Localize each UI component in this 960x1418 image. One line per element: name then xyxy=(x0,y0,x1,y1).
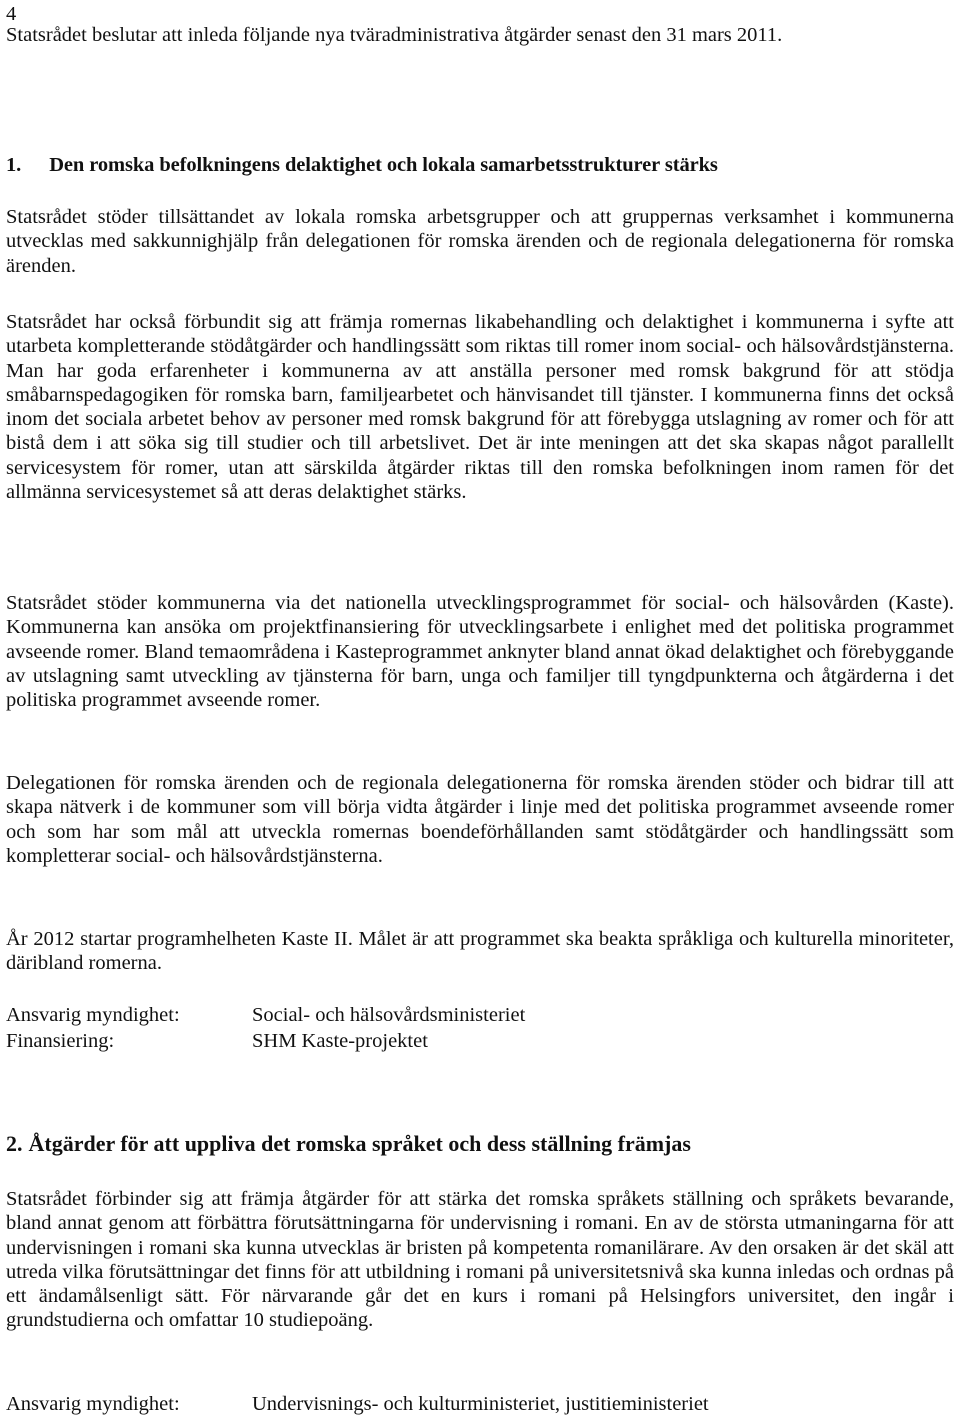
funding-label: Finansiering: xyxy=(6,1030,115,1052)
intro-paragraph: Statsrådet beslutar att inleda följande nya tväradministrativa åtgärder senast den 31 mars 2011. xyxy=(6,24,783,46)
section-1-paragraph-2-block xyxy=(6,310,954,504)
section-1-paragraph: År 2012 startar programhelheten Kaste II. Målet är att programmet ska beakta språkliga och kulturella minoriteter, däribland romerna. xyxy=(6,928,954,975)
section-2-meta xyxy=(6,1391,954,1417)
section-1-paragraph-4-block xyxy=(6,771,954,868)
responsible-authority-value: Social- och hälsovårdsministeriet xyxy=(252,1004,526,1026)
section-1-paragraph-3-block xyxy=(6,591,954,712)
responsible-authority-row xyxy=(6,1002,954,1028)
responsible-authority-label: Ansvarig myndighet: xyxy=(6,1393,180,1415)
section-1-paragraph: Statsrådet stöder kommunerna via det nationella utvecklingsprogrammet för social- och hälsovården (Kaste). Kommunerna kan ansöka om projektfinansiering för utvecklingsarbete i enlighet med det politiska programmet avseende romer. Bland temaområdena i Kasteprogrammet anknyter bland annat ökad delaktighet och förebyggande av utslagning samt utveckling av tjänsterna för barn, unga och familjer till tyngdpunkterna och åtgärderna i det politiska programmet avseende romer. xyxy=(6,592,954,712)
section-1-heading xyxy=(6,152,954,178)
section-2-number: 2. xyxy=(6,1131,23,1156)
responsible-authority-row xyxy=(6,1391,954,1417)
section-1-meta xyxy=(6,1002,954,1054)
section-2-paragraph: Statsrådet förbinder sig att främja åtgärder för att stärka det romska språkets ställning och språkets bevarande, bland annat genom att förbättra förutsättningarna för undervisning i romani. En av de största utmaningarna för att undervisningen i romani ska kunna utvecklas är bristen på kompetenta romanilärare. Av den orsaken är det skäl att utreda vilka förutsättningar det finns för att utbildning i romani på universitetsnivå ska kunna inledas och ordnas på ett ändamålsenligt sätt. För närvarande går det en kurs i romani på Helsingfors universitet, den ingår i grundstudierna och omfattar 10 studiepoäng. xyxy=(6,1188,954,1332)
page-number: 4 xyxy=(6,3,17,25)
responsible-authority-value: Undervisnings- och kulturministeriet, justitieministeriet xyxy=(252,1393,709,1415)
section-1-paragraph: Statsrådet stöder tillsättandet av lokala romska arbetsgrupper och att gruppernas verksamhet i kommunerna utvecklas med sakkunnighjälp från delegationen för romska ärenden och de regionala delegationerna för romska ärenden. xyxy=(6,206,954,277)
section-1-heading-block xyxy=(6,152,954,178)
section-1-paragraph-1-block xyxy=(6,205,954,278)
funding-value: SHM Kaste-projektet xyxy=(252,1030,428,1052)
section-1-title: Den romska befolkningens delaktighet och lokala samarbetsstrukturer stärks xyxy=(49,154,718,176)
section-1-paragraph-5-block xyxy=(6,927,954,976)
section-1-paragraph: Delegationen för romska ärenden och de regionala delegationerna för romska ärenden stöder och bidrar till att skapa nätverk i de kommuner som vill börja vidta åtgärder i linje med det politiska programmet avseende romer och som har som mål att utveckla romernas boendeförhållanden samt stödåtgärder och handlingssätt som kompletterar social- och hälsovårdstjänsterna. xyxy=(6,772,954,867)
responsible-authority-label: Ansvarig myndighet: xyxy=(6,1004,180,1026)
section-2-heading-block xyxy=(6,1131,954,1157)
section-1-number: 1. xyxy=(6,154,22,176)
intro-block xyxy=(6,23,954,47)
section-1-paragraph: Statsrådet har också förbundit sig att främja romernas likabehandling och delaktighet i kommunerna i syfte att utarbeta kompletterande stödåtgärder och handlingssätt som riktas till romer inom social- och hälsovårdstjänsterna. Man har goda erfarenheter i kommunerna av att anställa personer med romsk bakgrund för att stödja småbarnspedagogiken för romska barn, familjearbetet och hänvisandet till tjänster. I kommunerna finns det också inom det sociala arbetet behov av personer med romsk bakgrund för att förebygga utslagning av romer och för att bistå dem i att söka sig till studier och till arbetslivet. Det är inte meningen att det ska skapas något parallellt servicesystem för romer, utan att särskilda åtgärder riktas till den romska befolkningen inom ramen för det allmänna servicesystemet så att deras delaktighet stärks. xyxy=(6,311,954,504)
section-2-paragraph-1-block xyxy=(6,1187,954,1333)
section-2-title: Åtgärder för att uppliva det romska språket och dess ställning främjas xyxy=(28,1131,691,1156)
section-2-heading xyxy=(6,1131,954,1157)
funding-row xyxy=(6,1028,954,1054)
